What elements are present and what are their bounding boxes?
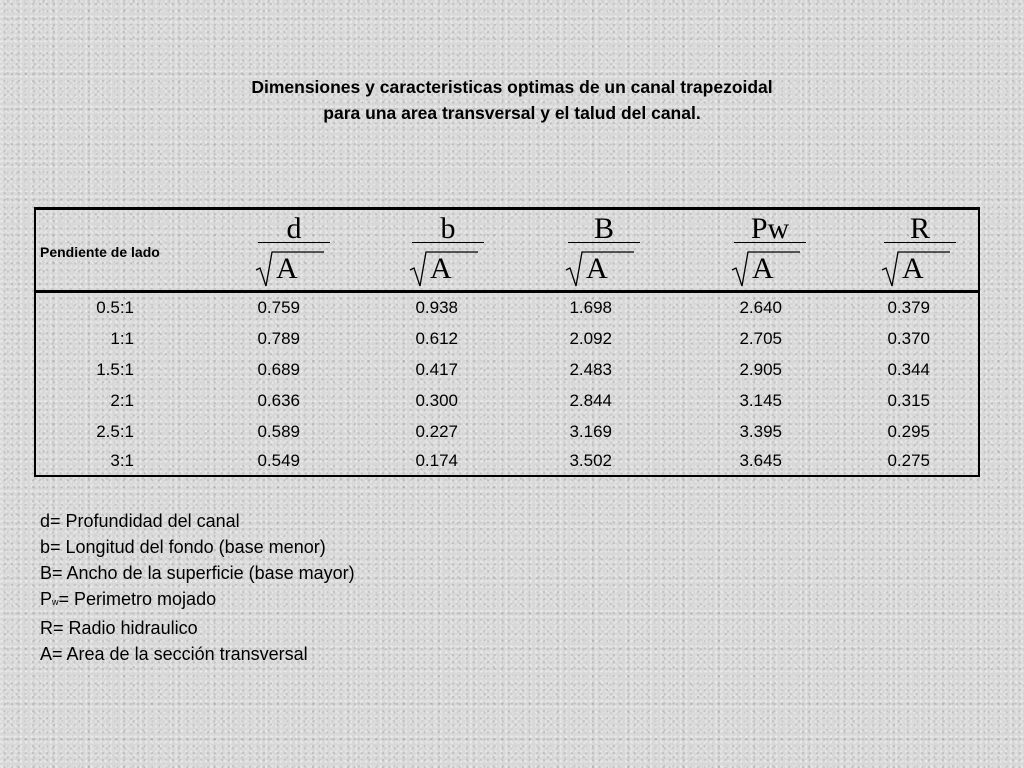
title-line-1: Dimensiones y caracteristicas optimas de un canal trapezoidal bbox=[251, 77, 773, 97]
legend-pw-subscript: w bbox=[52, 597, 59, 607]
fraction-bar bbox=[258, 242, 330, 243]
header-denominator: A bbox=[586, 252, 608, 285]
header-denominator: A bbox=[902, 252, 924, 285]
value-cell: 0.174 bbox=[415, 451, 458, 470]
value-cell: 0.589 bbox=[257, 422, 300, 441]
value-cell: 0.344 bbox=[887, 360, 930, 379]
value-cell: 0.636 bbox=[257, 391, 300, 410]
column-header-pw bbox=[720, 210, 820, 290]
header-numerator: d bbox=[286, 212, 302, 245]
value-cell: 0.549 bbox=[257, 451, 300, 470]
legend bbox=[40, 508, 355, 667]
header-numerator: Pw bbox=[750, 212, 790, 245]
legend-pw bbox=[40, 586, 355, 615]
header-denominator: A bbox=[430, 252, 452, 285]
value-cell: 0.275 bbox=[887, 451, 930, 470]
slope-cell: 3:1 bbox=[110, 451, 134, 470]
legend-R: R= Radio hidraulico bbox=[40, 618, 198, 638]
legend-pw-symbol: P bbox=[40, 589, 53, 609]
page-title bbox=[0, 74, 1024, 126]
header-numerator: B bbox=[593, 212, 614, 245]
value-cell: 3.169 bbox=[569, 422, 612, 441]
slope-cell: 1:1 bbox=[110, 329, 134, 348]
fraction-bar bbox=[568, 242, 640, 243]
value-cell: 0.379 bbox=[887, 298, 930, 317]
value-cell: 3.145 bbox=[739, 391, 782, 410]
legend-A: A= Area de la sección transversal bbox=[40, 644, 308, 664]
slope-cell: 0.5:1 bbox=[96, 298, 134, 317]
column-header-B bbox=[554, 210, 654, 290]
slope-cell: 1.5:1 bbox=[96, 360, 134, 379]
header-numerator: R bbox=[909, 212, 930, 245]
value-cell: 3.395 bbox=[739, 422, 782, 441]
slope-cell: 2:1 bbox=[110, 391, 134, 410]
legend-B: B= Ancho de la superficie (base mayor) bbox=[40, 563, 355, 583]
column-header-b bbox=[398, 210, 498, 290]
title-line-2: para una area transversal y el talud del canal. bbox=[323, 103, 701, 123]
legend-d: d= Profundidad del canal bbox=[40, 511, 240, 531]
slope-cell: 2.5:1 bbox=[96, 422, 134, 441]
value-cell: 2.483 bbox=[569, 360, 612, 379]
value-cell: 2.640 bbox=[739, 298, 782, 317]
value-cell: 0.300 bbox=[415, 391, 458, 410]
value-cell: 2.092 bbox=[569, 329, 612, 348]
value-cell: 0.417 bbox=[415, 360, 458, 379]
value-cell: 3.502 bbox=[569, 451, 612, 470]
value-cell: 2.905 bbox=[739, 360, 782, 379]
value-cell: 1.698 bbox=[569, 298, 612, 317]
legend-pw-text: = Perimetro mojado bbox=[58, 589, 217, 609]
value-cell: 0.315 bbox=[887, 391, 930, 410]
header-denominator: A bbox=[752, 252, 774, 285]
row-header-pendiente: Pendiente de lado bbox=[40, 244, 160, 260]
value-cell: 0.295 bbox=[887, 422, 930, 441]
value-cell: 0.227 bbox=[415, 422, 458, 441]
dimensions-table bbox=[34, 207, 980, 477]
value-cell: 2.844 bbox=[569, 391, 612, 410]
value-cell: 3.645 bbox=[739, 451, 782, 470]
header-numerator: b bbox=[440, 212, 456, 245]
value-cell: 0.938 bbox=[415, 298, 458, 317]
value-cell: 2.705 bbox=[739, 329, 782, 348]
fraction-bar bbox=[734, 242, 806, 243]
fraction-bar bbox=[884, 242, 956, 243]
value-cell: 0.759 bbox=[257, 298, 300, 317]
fraction-bar bbox=[412, 242, 484, 243]
column-header-R bbox=[870, 210, 970, 290]
header-denominator: A bbox=[276, 252, 298, 285]
column-header-d bbox=[244, 210, 344, 290]
value-cell: 0.689 bbox=[257, 360, 300, 379]
value-cell: 0.370 bbox=[887, 329, 930, 348]
header-divider bbox=[36, 290, 978, 293]
legend-b: b= Longitud del fondo (base menor) bbox=[40, 537, 326, 557]
value-cell: 0.612 bbox=[415, 329, 458, 348]
value-cell: 0.789 bbox=[257, 329, 300, 348]
